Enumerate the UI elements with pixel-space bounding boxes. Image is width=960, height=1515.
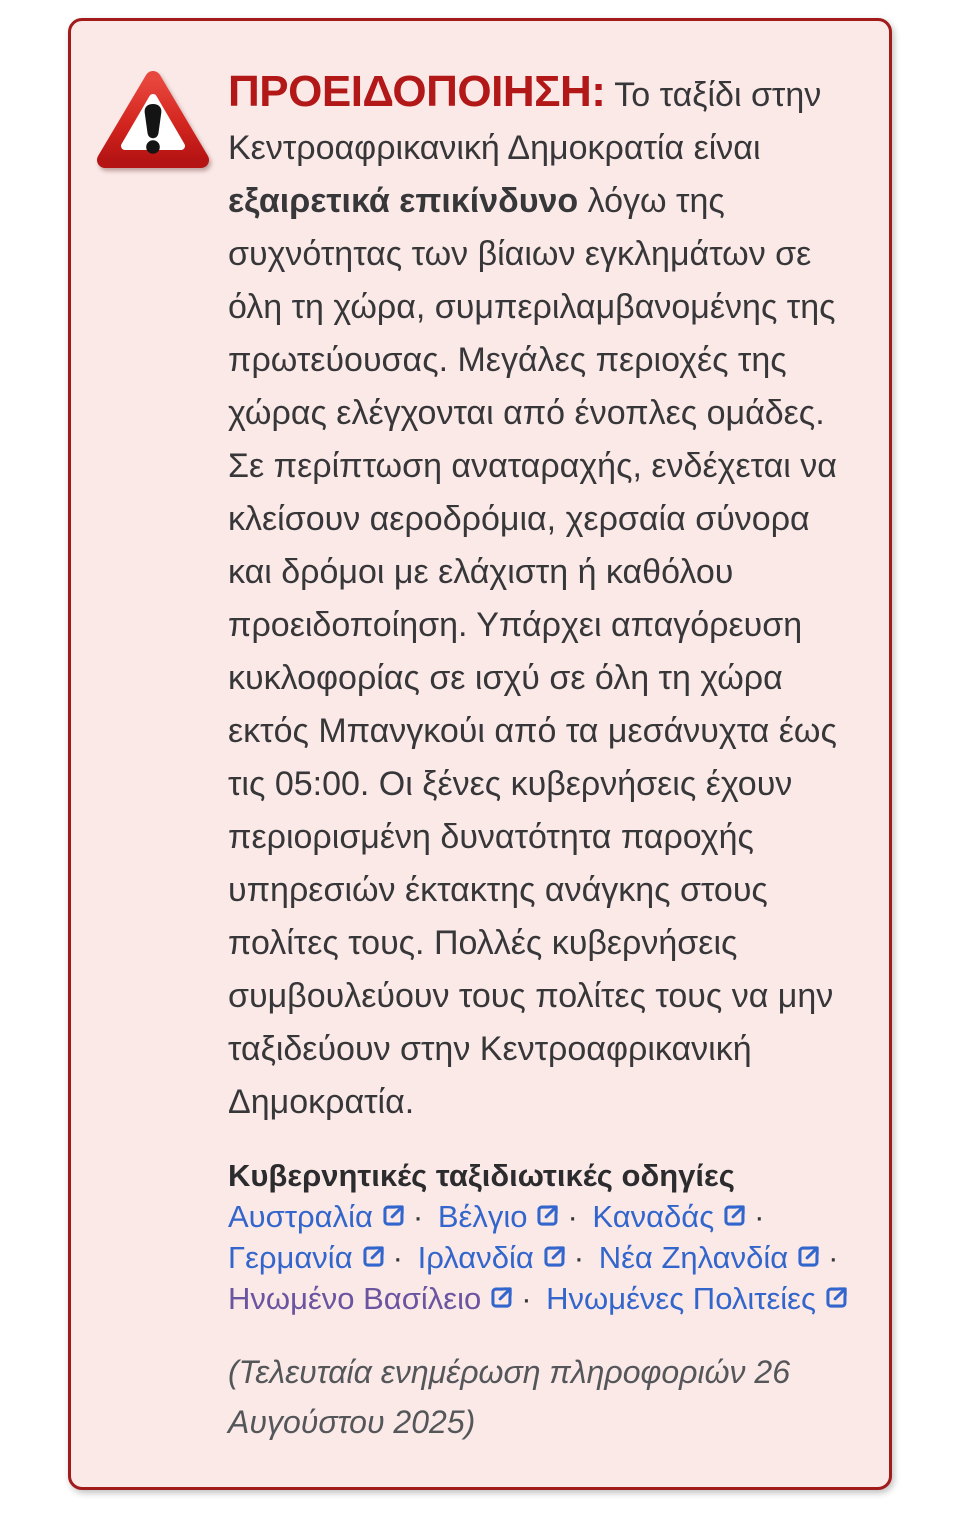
advisory-link-label: Ηνωμένο Βασίλειο	[228, 1281, 482, 1316]
advisory-link-label: Γερμανία	[228, 1240, 353, 1275]
link-separator: ·	[754, 1199, 765, 1234]
external-link-icon	[541, 1243, 568, 1270]
advisory-link-label: Νέα Ζηλανδία	[598, 1240, 789, 1275]
link-separator: ·	[392, 1240, 403, 1275]
external-link-icon	[380, 1202, 407, 1229]
advisory-link[interactable]	[546, 1281, 850, 1316]
link-separator: ·	[412, 1199, 424, 1234]
external-link-icon	[488, 1284, 515, 1311]
advisory-link[interactable]	[592, 1199, 748, 1234]
advisory-link[interactable]	[438, 1199, 562, 1234]
advisory-link-label: Ηνωμένες Πολιτείες	[546, 1281, 816, 1316]
advisory-link[interactable]	[599, 1240, 822, 1275]
external-link-icon	[721, 1202, 748, 1229]
warning-intro-text: Το ταξίδι στην Κεντροαφρικανική Δημοκρατία είναι	[228, 76, 822, 167]
link-separator: ·	[567, 1199, 578, 1234]
external-link-icon	[360, 1243, 387, 1270]
advisory-link-label: Ιρλανδία	[417, 1240, 534, 1275]
warning-body-text: λόγω της συχνότητας των βίαιων εγκλημάτων σε όλη τη χώρα, συμπεριλαμβανομένης της πρωτεύουσας. Μεγάλες περιοχές της χώρας ελέγχονται από ένοπλες ομάδες. Σε περίπτωση αναταραχής, ενδέχεται να κλείσουν αεροδρόμια, χερσαία σύνορα και δρόμοι με ελάχιστη ή καθόλου προειδοποίηση. Υπάρχει απαγόρευση κυκλοφορίας σε ισχύ σε όλη τη χώρα εκτός Μπανγκούι από τα μεσάνυχτα έως τις 05:00. Οι ξένες κυβερνήσεις έχουν περιορισμένη δυνατότητα παροχής υπηρεσιών έκτακτης ανάγκης στους πολίτες τους. Πολλές κυβερνήσεις συμβουλεύουν τους πολίτες τους να μην ταξιδεύουν στην Κεντροαφρικανική Δημοκρατία.	[228, 182, 837, 1121]
link-separator: ·	[573, 1240, 585, 1275]
advisory-link[interactable]	[228, 1199, 407, 1234]
external-link-icon	[823, 1284, 850, 1311]
external-link-icon	[795, 1243, 822, 1270]
warning-title: ΠΡΟΕΙΔΟΠΟΙΗΣΗ:	[228, 67, 606, 116]
warning-paragraph	[228, 65, 851, 1129]
warning-text-column	[228, 65, 851, 1447]
advisory-link[interactable]	[418, 1240, 568, 1275]
advisory-link[interactable]	[228, 1240, 387, 1275]
warning-triangle-icon	[93, 67, 213, 173]
travel-warning-box	[68, 18, 892, 1490]
last-updated-note: (Τελευταία ενημέρωση πληροφοριών 26 Αυγούστου 2025)	[228, 1354, 790, 1440]
advisory-link[interactable]	[228, 1281, 515, 1316]
advisory-links	[228, 1196, 851, 1319]
warning-bold-phrase: εξαιρετικά επικίνδυνο	[228, 182, 579, 220]
advisory-link-label: Βέλγιο	[437, 1199, 528, 1234]
link-separator: ·	[521, 1281, 532, 1316]
link-separator: ·	[828, 1240, 839, 1275]
external-link-icon	[534, 1202, 561, 1229]
warning-icon-column	[93, 65, 228, 173]
advisories-heading: Κυβερνητικές ταξιδιωτικές οδηγίες	[228, 1158, 735, 1193]
advisory-link-label: Αυστραλία	[228, 1199, 373, 1234]
advisory-link-label: Καναδάς	[592, 1199, 715, 1234]
